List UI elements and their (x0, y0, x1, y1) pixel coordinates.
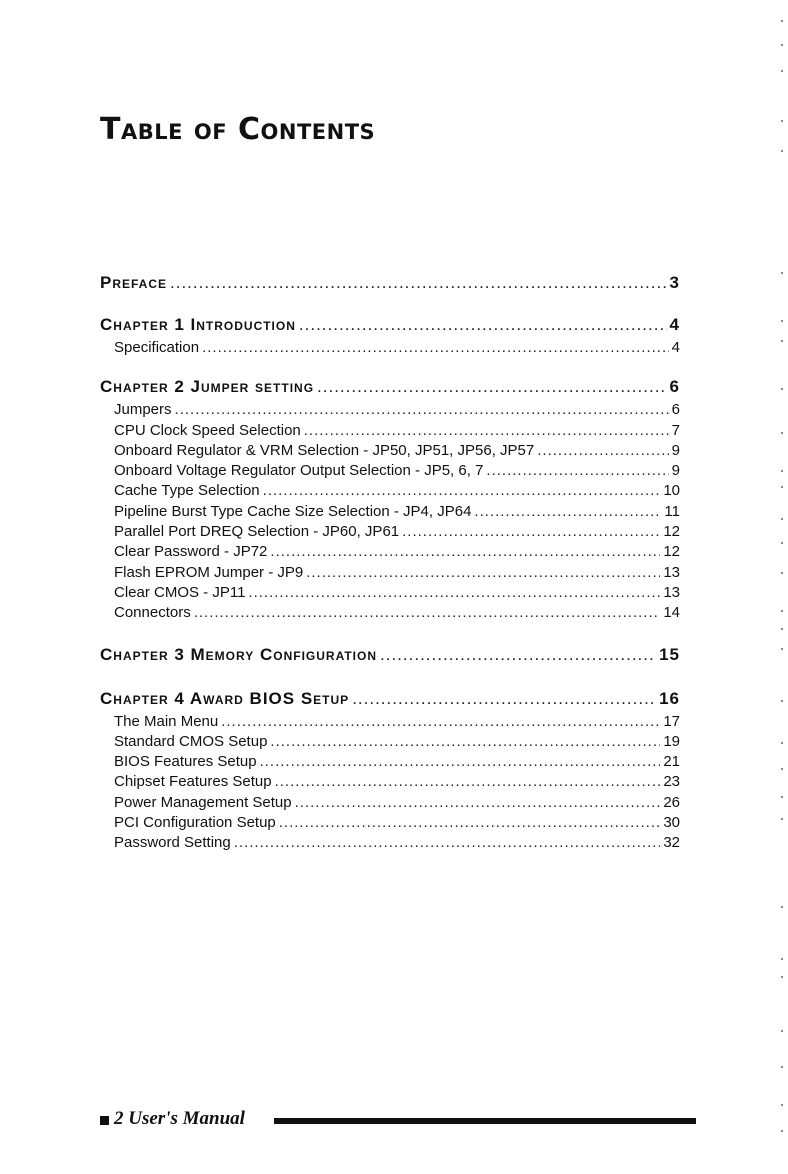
dot-leader (537, 441, 668, 461)
toc-entry-label: Jumpers (114, 401, 172, 419)
toc-page-number: 13 (663, 583, 680, 601)
dot-leader (170, 270, 667, 296)
toc-page-number: 23 (663, 773, 680, 791)
toc-entry-label: Cache Type Selection (114, 482, 260, 500)
scan-edge-marks (778, 0, 788, 1174)
square-bullet-icon (100, 1116, 109, 1125)
toc-entry-label: Connectors (114, 604, 191, 622)
toc-entry-chapter-4 (100, 686, 680, 712)
dot-leader (248, 583, 660, 603)
toc-entry-label: Onboard Voltage Regulator Output Selection - JP5, 6, 7 (114, 462, 484, 480)
toc-page-number: 11 (664, 502, 680, 520)
toc-page-number: 12 (663, 543, 680, 561)
toc-entry-chipset-features (100, 772, 680, 792)
toc-entry-label: Power Management Setup (114, 793, 292, 811)
toc-entry-label: Chipset Features Setup (114, 773, 272, 791)
toc-page-number: 7 (671, 421, 680, 439)
toc-entry-label: CPU Clock Speed Selection (114, 421, 301, 439)
table-of-contents (100, 270, 680, 854)
toc-entry-label: Chapter 1 Introduction (100, 315, 296, 334)
dot-leader (175, 400, 669, 420)
toc-entry-label: Preface (100, 273, 168, 292)
toc-entry-chapter-3 (100, 642, 680, 668)
toc-entry-label: Standard CMOS Setup (114, 732, 268, 750)
dot-leader (474, 502, 661, 522)
toc-page-number: 13 (663, 563, 680, 581)
toc-page-number: 32 (663, 834, 680, 852)
toc-entry-label: Clear CMOS - JP11 (114, 583, 246, 601)
toc-entry-chapter-1 (100, 312, 680, 338)
dot-leader (270, 732, 660, 752)
toc-page-number: 10 (663, 482, 680, 500)
toc-page-number: 15 (659, 644, 680, 664)
toc-entry-jumpers (100, 400, 680, 420)
dot-leader (194, 603, 661, 623)
toc-entry-preface (100, 270, 680, 296)
dot-leader (202, 338, 669, 358)
dot-leader (352, 686, 656, 712)
dot-leader (380, 642, 656, 668)
toc-entry-bios-features (100, 752, 680, 772)
dot-leader (221, 712, 660, 732)
toc-entry-label: Password Setting (114, 834, 231, 852)
toc-entry-connectors (100, 603, 680, 623)
toc-entry-label: PCI Configuration Setup (114, 814, 276, 832)
toc-entry-chapter-2 (100, 374, 680, 400)
dot-leader (486, 461, 668, 481)
toc-page-number: 16 (659, 688, 680, 708)
toc-page-number: 17 (663, 712, 680, 730)
page-title: Table of Contents (100, 112, 376, 147)
toc-entry-label: BIOS Features Setup (114, 753, 257, 771)
page-footer (100, 1108, 696, 1134)
dot-leader (299, 312, 667, 338)
toc-page-number: 4 (669, 315, 680, 334)
dot-leader (304, 421, 669, 441)
toc-page-number: 14 (663, 604, 680, 622)
toc-entry-clear-cmos (100, 583, 680, 603)
toc-entry-clear-password (100, 542, 680, 562)
toc-entry-pci-configuration (100, 813, 680, 833)
toc-page-number: 9 (671, 462, 680, 480)
toc-entry-pipeline-burst (100, 502, 680, 522)
toc-entry-cpu-clock (100, 421, 680, 441)
toc-page-number: 6 (671, 401, 680, 419)
toc-entry-main-menu (100, 712, 680, 732)
toc-page-number: 12 (663, 523, 680, 541)
toc-page-number: 4 (671, 339, 680, 356)
toc-entry-label: Clear Password - JP72 (114, 543, 268, 561)
dot-leader (402, 522, 660, 542)
toc-page-number: 9 (671, 441, 680, 459)
toc-page-number: 21 (663, 753, 680, 771)
footer-page-label: 2 User's Manual (114, 1108, 245, 1129)
toc-entry-specification (100, 338, 680, 358)
dot-leader (234, 833, 661, 853)
toc-entry-label: Onboard Regulator & VRM Selection - JP50, JP51, JP56, JP57 (114, 441, 535, 459)
toc-entry-regulator-vrm (100, 441, 680, 461)
dot-leader (317, 374, 667, 400)
toc-entry-cache-type (100, 481, 680, 501)
toc-page-number: 6 (669, 377, 680, 397)
toc-page-number: 26 (663, 793, 680, 811)
dot-leader (295, 793, 661, 813)
toc-entry-label: Flash EPROM Jumper - JP9 (114, 563, 304, 581)
toc-entry-power-management (100, 793, 680, 813)
toc-page-number: 19 (663, 732, 680, 750)
dot-leader (263, 481, 661, 501)
toc-entry-label: Chapter 4 Award BIOS Setup (100, 688, 350, 708)
dot-leader (306, 563, 660, 583)
toc-page-number: 30 (663, 814, 680, 832)
toc-entry-label: The Main Menu (114, 712, 219, 730)
dot-leader (275, 772, 661, 792)
dot-leader (260, 752, 661, 772)
toc-entry-password-setting (100, 833, 680, 853)
toc-entry-label: Chapter 3 Memory Configuration (100, 644, 378, 664)
toc-entry-flash-eprom (100, 563, 680, 583)
toc-entry-label: Specification (114, 339, 200, 356)
toc-entry-label: Parallel Port DREQ Selection - JP60, JP61 (114, 523, 400, 541)
toc-entry-standard-cmos (100, 732, 680, 752)
footer-rule (274, 1118, 696, 1124)
dot-leader (270, 542, 660, 562)
toc-entry-voltage-regulator (100, 461, 680, 481)
toc-entry-label: Chapter 2 Jumper setting (100, 377, 315, 397)
toc-entry-parallel-port (100, 522, 680, 542)
dot-leader (279, 813, 661, 833)
toc-entry-label: Pipeline Burst Type Cache Size Selection - JP4, JP64 (114, 502, 472, 520)
toc-page-number: 3 (669, 273, 680, 292)
